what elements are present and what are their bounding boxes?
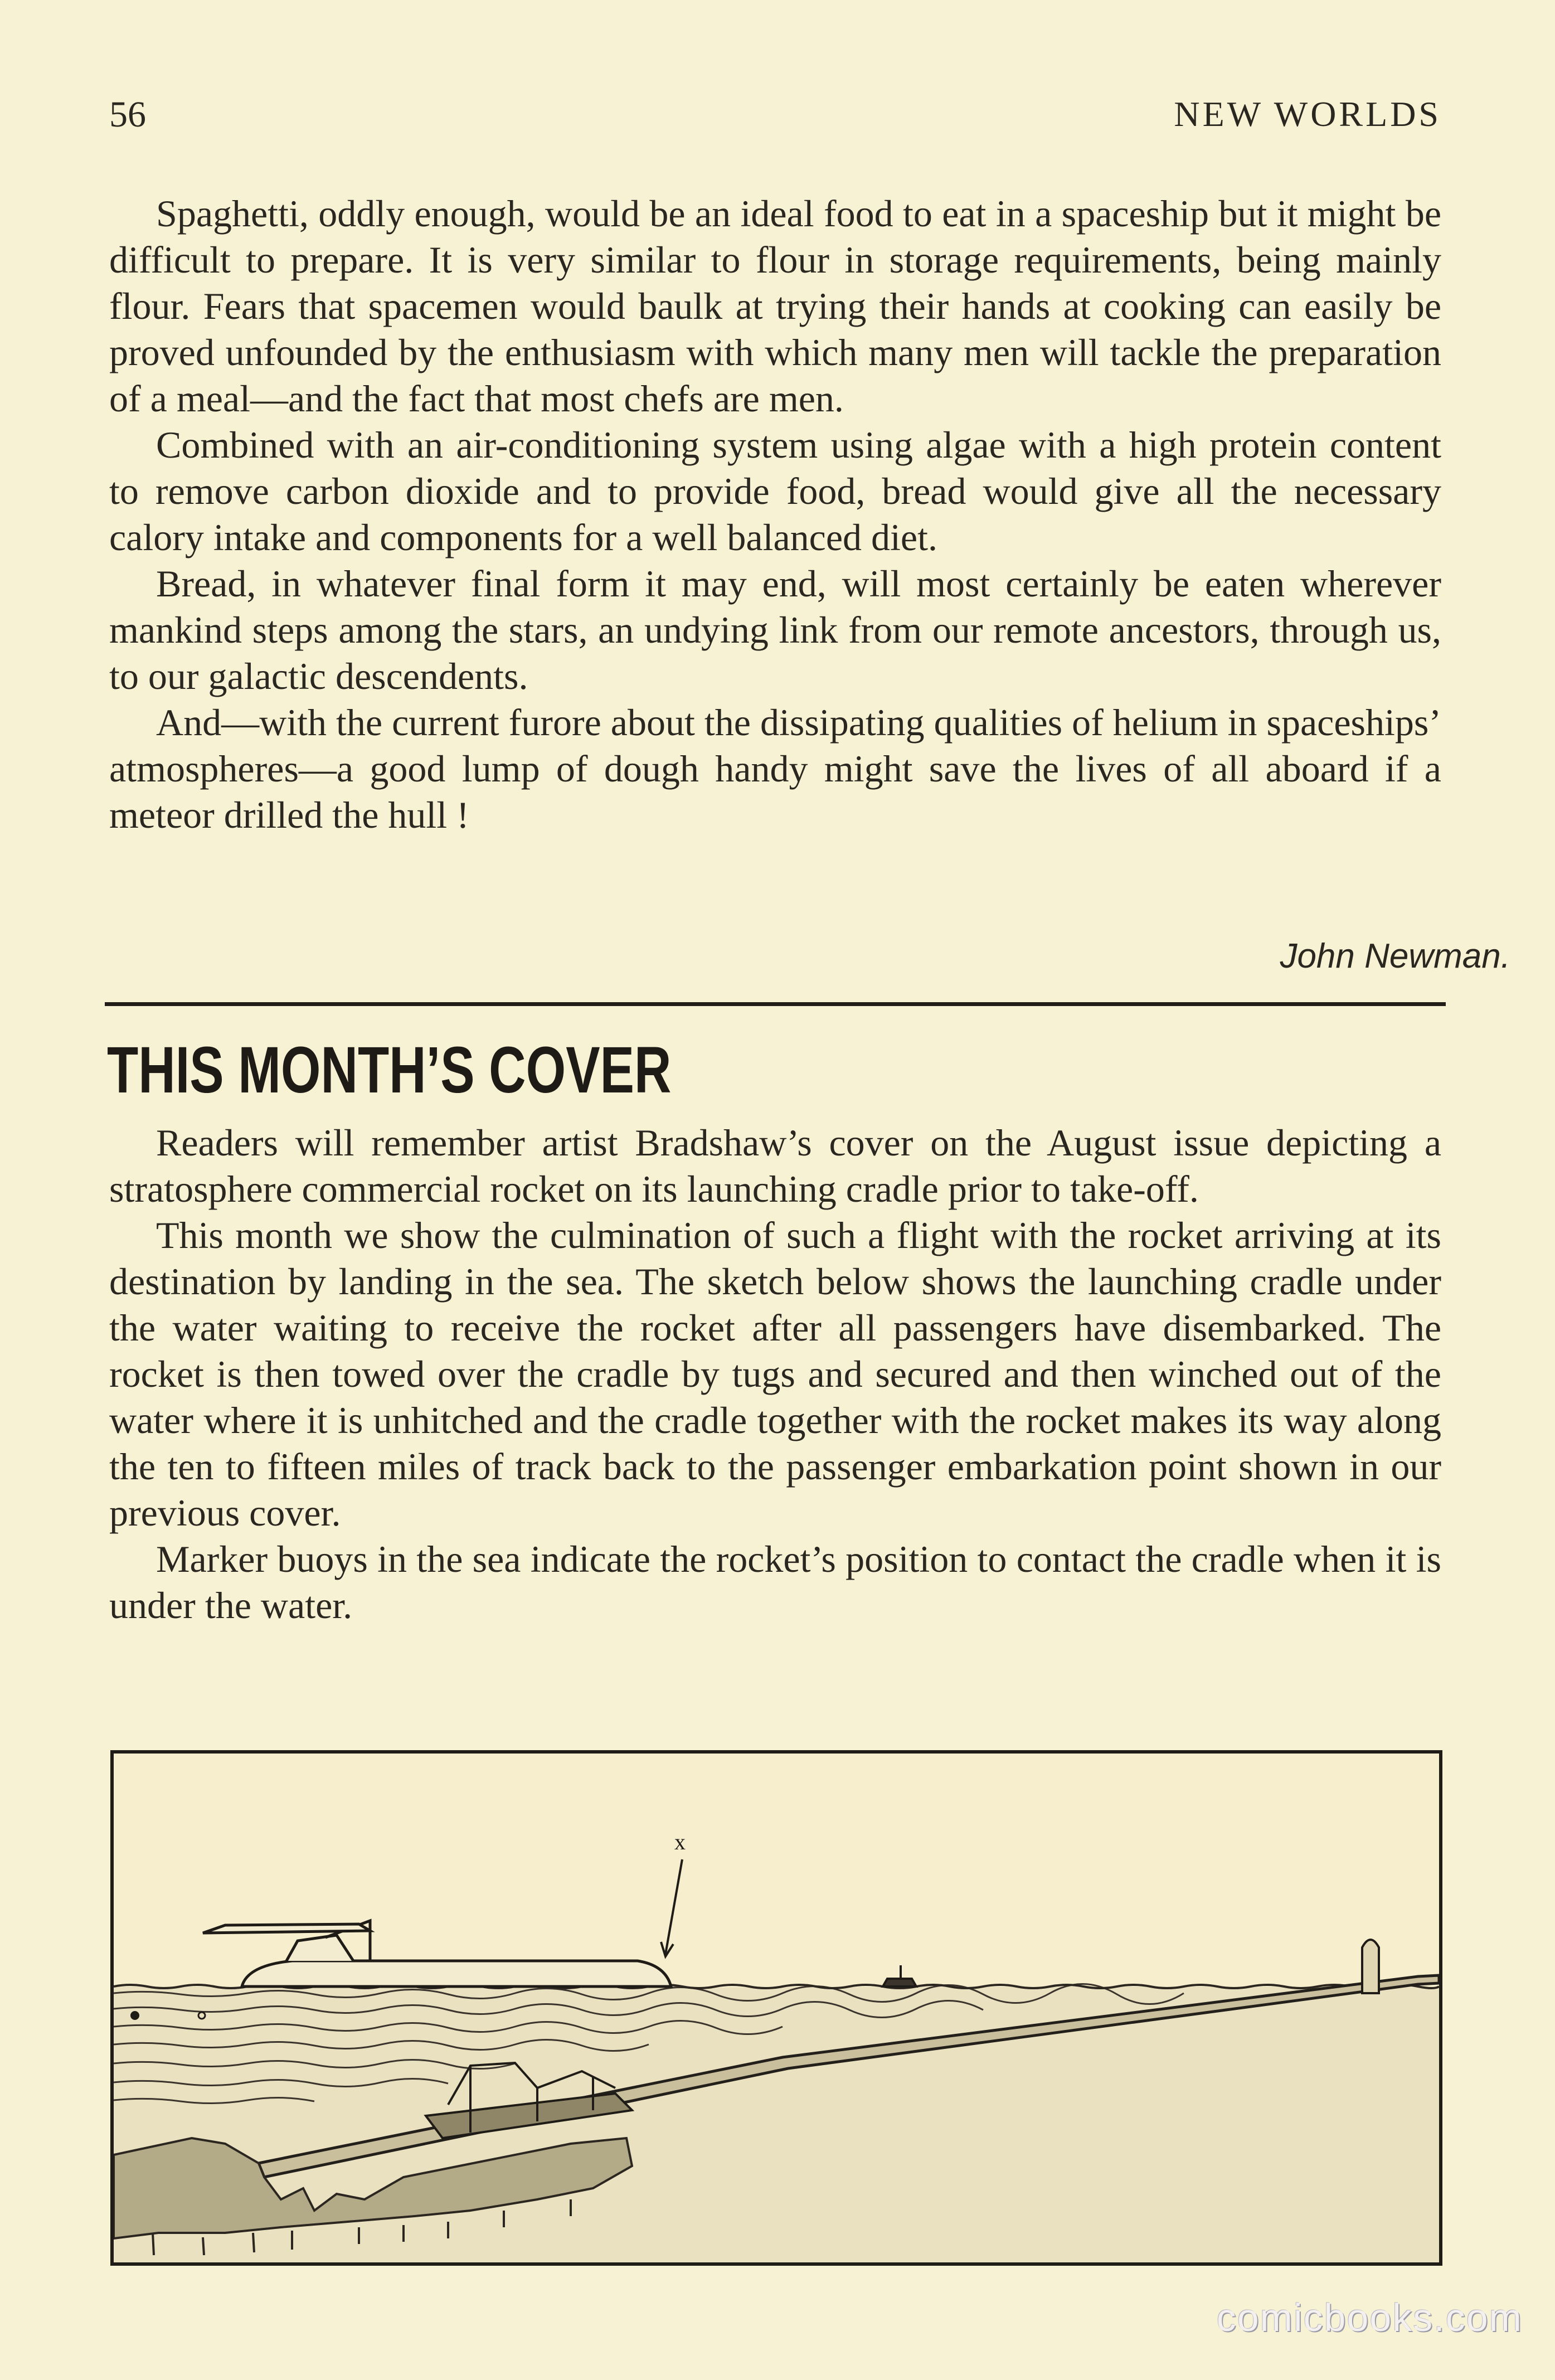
track-post xyxy=(1362,1940,1379,1993)
page-number: 56 xyxy=(109,94,146,135)
rocket-cradle-illustration xyxy=(110,1750,1442,2266)
article-paragraph: And—with the current furore about the dissipating qualities of helium in spaceships’ atmospheres—a good lump of dough handy might save the lives of all aboard if a meteor drilled the hull ! xyxy=(109,701,1441,836)
section-title: THIS MONTH’S COVER xyxy=(107,1033,672,1107)
author-signature: John Newman. xyxy=(1280,937,1510,975)
article-paragraph: Combined with an air-conditioning system using algae with a high protein content to remove carbon dioxide and to provide food, bread would give all the necessary calory intake and components for a well balanced diet. xyxy=(109,424,1441,558)
page-header xyxy=(109,94,1441,144)
article-paragraph: Readers will remember artist Bradshaw’s cover on the August issue depicting a stratosphere commercial rocket on its launching cradle prior to take-off. xyxy=(109,1121,1441,1210)
rocket xyxy=(203,1921,671,1986)
buoy xyxy=(130,2011,139,2020)
article-paragraph: Bread, in whatever final form it may end, will most certainly be eaten wherever mankind steps among the stars, an undying link from our remote ancestors, through us, to our galactic descendents. xyxy=(109,562,1441,697)
illustration-drawing xyxy=(114,1754,1439,2262)
tug-boat xyxy=(883,1965,916,1986)
article-cover xyxy=(109,1120,1441,1629)
article-paragraph: Marker buoys in the sea indicate the rocket’s position to contact the cradle when it is under the water. xyxy=(109,1538,1441,1626)
running-title: NEW WORLDS xyxy=(1174,94,1441,134)
article-paragraph: Spaghetti, oddly enough, would be an ideal food to eat in a spaceship but it might be difficult to prepare. It is very similar to flour in storage requirements, being mainly flour. Fears that spacemen would baulk at trying their hands at cooking can easily be proved unfounded by the enthusiasm with which many men will tackle the preparation of a meal—and the fact that most chefs are men. xyxy=(109,192,1441,420)
article-bread xyxy=(109,191,1441,838)
marker-label: x xyxy=(674,1829,686,1854)
article-paragraph: This month we show the culmination of such a flight with the rocket arriving at its destination by landing in the sea. The sketch below shows the launching cradle under the water waiting to receive the rocket after all passengers have disembarked. The rocket is then towed over the cradle by tugs and secured and then winched out of the water where it is unhitched and the cradle together with the rocket makes its way along the ten to fifteen miles of track back to the passenger embarkation point shown in our previous cover. xyxy=(109,1214,1441,1534)
section-divider xyxy=(105,1002,1446,1006)
marker-arrow xyxy=(665,1859,682,1954)
watermark: comicbooks.com xyxy=(1216,2296,1523,2339)
